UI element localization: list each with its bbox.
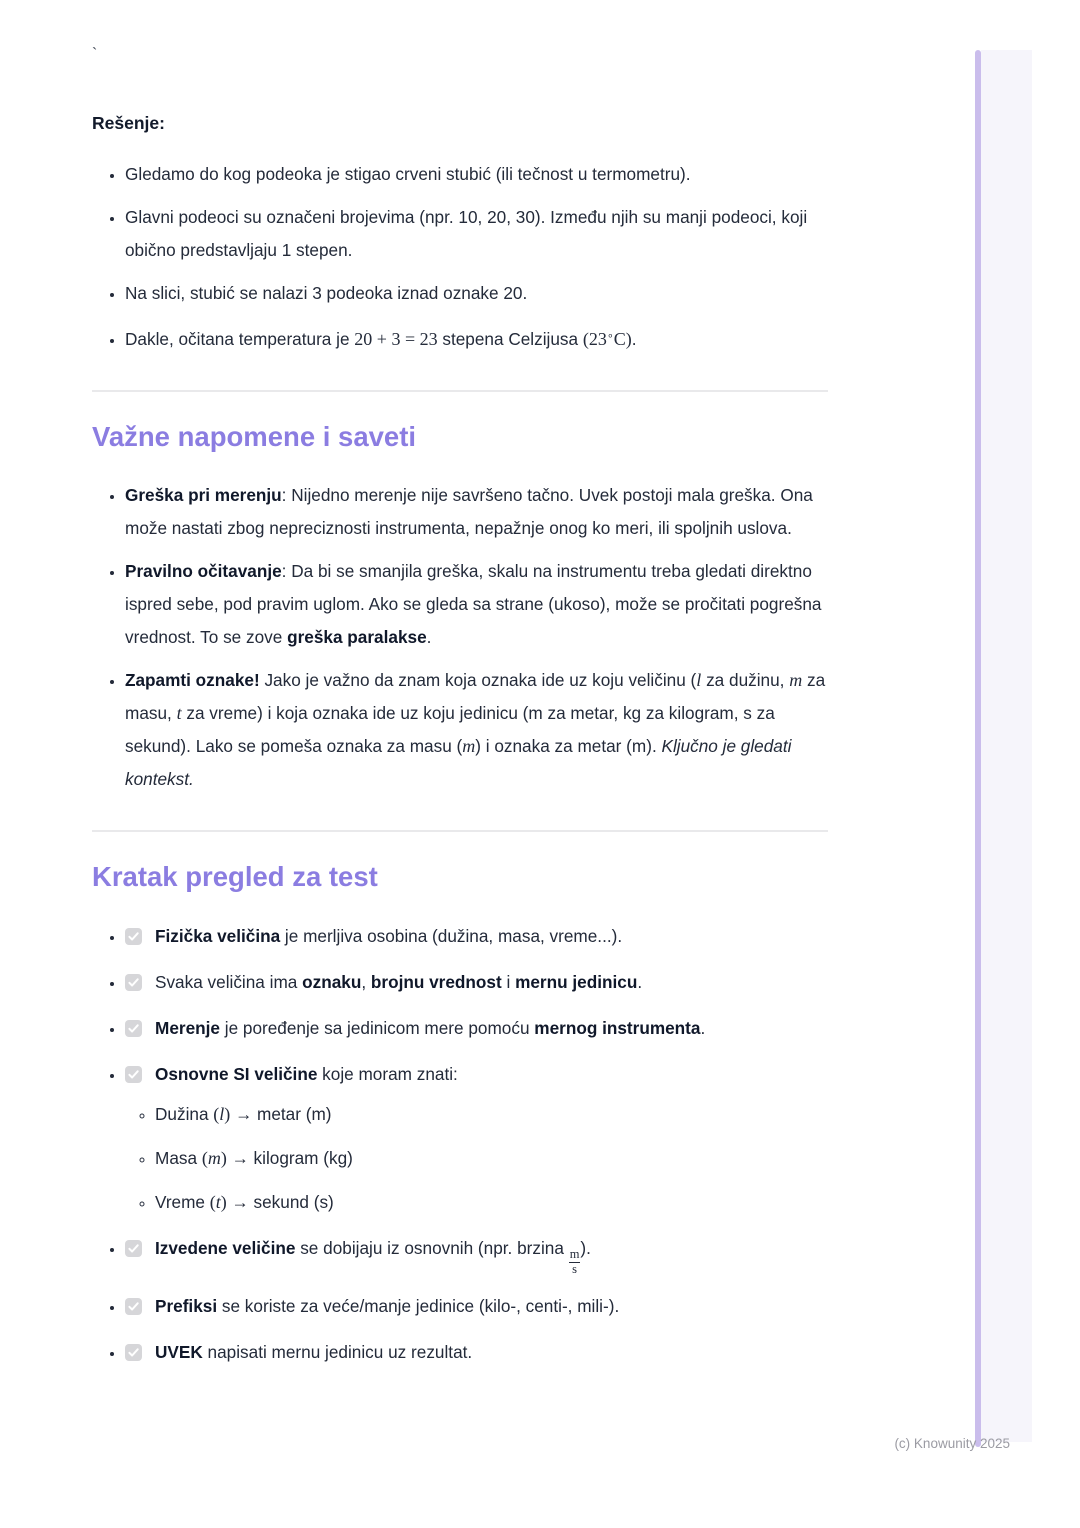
review-heading: Kratak pregled za test [92, 861, 378, 892]
rich-text: Vreme (t) → sekund (s) [155, 1192, 334, 1212]
sub-list-item [155, 1142, 828, 1175]
rich-text: Prefiksi se koriste za veće/manje jedinice (kilo-, centi-, mili-). [155, 1295, 620, 1316]
rich-text: Masa (m) → kilogram (kg) [155, 1148, 353, 1168]
list-item [125, 664, 828, 796]
sub-list-item [155, 1098, 828, 1131]
checklist-item [125, 1058, 828, 1219]
list-item [125, 555, 828, 654]
si-units-sublist [125, 1098, 828, 1219]
checkbox-checked-icon [125, 1298, 142, 1315]
rich-text: Gledamo do kog podeoka je stigao crveni stubić (ili tečnost u termometru). [125, 164, 691, 184]
stray-backtick: ` [92, 46, 98, 63]
list-item [125, 158, 828, 191]
list-item [125, 479, 828, 545]
rich-text: Pravilno očitavanje: Da bi se smanjila greška, skalu na instrumentu treba gledati direktno ispred sebe, pod pravim uglom. Ako se gleda sa strane (ukoso), može se pročitati pogrešna vrednost. To se zove greška paralakse. [125, 561, 822, 647]
solution-heading: Rešenje: [92, 113, 165, 133]
side-panel [981, 50, 1032, 1442]
sub-list-item [155, 1186, 828, 1219]
rich-text: Zapamti oznake! Jako je važno da znam koja oznaka ide uz koju veličinu (l za dužinu, m za masu, t za vreme) i koja oznaka ide uz koju jedinicu (m za metar, kg za kilogram, s za sekund). Lako se pomeša oznaka za masu (m) i oznaka za metar (m). Ključno je gledati kontekst. [125, 670, 826, 789]
solution-list [92, 158, 828, 356]
checklist-item [125, 1290, 828, 1323]
checkbox-checked-icon [125, 1066, 142, 1083]
checkbox-checked-icon [125, 1020, 142, 1037]
side-panel-accent-bar [975, 50, 981, 1447]
rich-text: Dakle, očitana temperatura je 20 + 3 = 23 stepena Celzijusa (23∘C). [125, 329, 637, 349]
copyright-footer: (c) Knowunity 2025 [894, 1436, 1010, 1451]
rich-text: Osnovne SI veličine koje moram znati: [155, 1064, 458, 1084]
rich-text: Glavni podeoci su označeni brojevima (npr. 10, 20, 30). Između njih su manji podeoci, koji obično predstavljaju 1 stepen. [125, 207, 808, 260]
rich-text: Izvedene veličine se dobijaju iz osnovnih (npr. brzina $\frac{m}{s}$ ). [155, 1238, 591, 1276]
checkbox-checked-icon [125, 1240, 142, 1257]
checklist-item [125, 966, 828, 999]
rich-text: Na slici, stubić se nalazi 3 podeoka iznad oznake 20. [125, 283, 528, 303]
document-content [92, 0, 828, 1369]
notes-list [92, 479, 828, 796]
checklist-item [125, 920, 828, 953]
checkbox-checked-icon [125, 1344, 142, 1361]
checklist-item [125, 1336, 828, 1369]
list-item [125, 277, 828, 310]
checkbox-checked-icon [125, 928, 142, 945]
checklist-item [125, 1012, 828, 1045]
list-item [125, 201, 828, 267]
checkbox-checked-icon [125, 974, 142, 991]
notes-heading: Važne napomene i saveti [92, 421, 417, 452]
rich-text: Svaka veličina ima oznaku, brojnu vrednost i mernu jedinicu. [155, 972, 643, 992]
rich-text: Merenje je poređenje sa jedinicom mere pomoću mernog instrumenta. [155, 1018, 706, 1038]
rich-text: Dužina (l) → metar (m) [155, 1104, 332, 1124]
rich-text: UVEK napisati mernu jedinicu uz rezultat. [155, 1341, 473, 1362]
rich-text: Fizička veličina je merljiva osobina (dužina, masa, vreme...). [155, 926, 623, 946]
section-divider [92, 830, 828, 832]
review-checklist [92, 920, 828, 1369]
section-divider [92, 390, 828, 392]
checklist-item [125, 1232, 828, 1277]
rich-text: Greška pri merenju: Nijedno merenje nije savršeno tačno. Uvek postoji mala greška. Ona može nastati zbog nepreciznosti instrumenta, nepažnje onog ko meri, ili spoljnih uslova. [125, 485, 813, 538]
list-item [125, 320, 828, 356]
